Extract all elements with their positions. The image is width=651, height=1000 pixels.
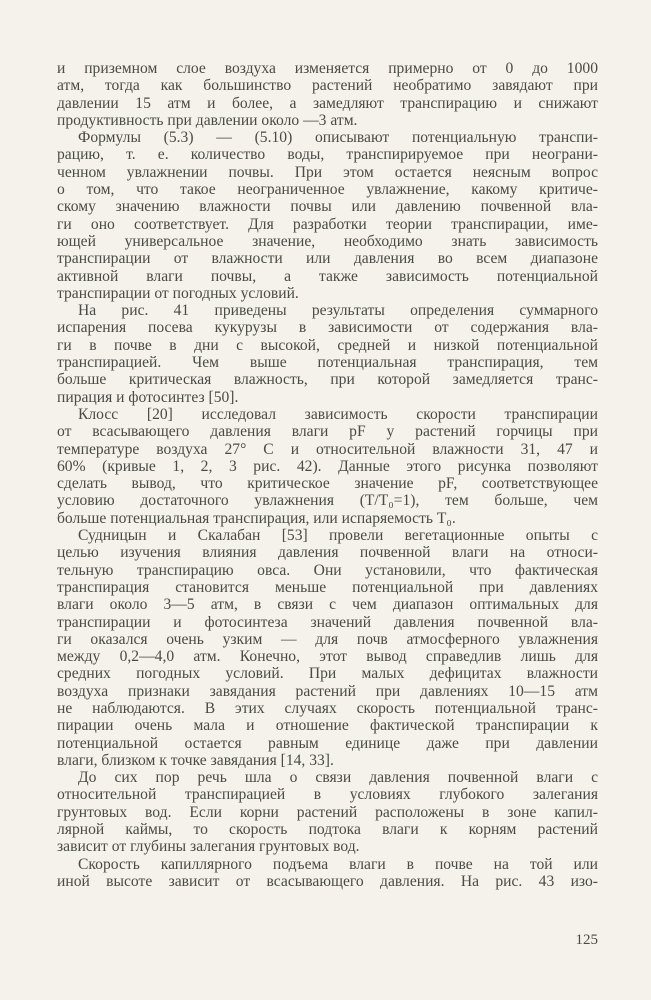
text-line: влаги, близком к точке завядания [14, 33].: [57, 751, 334, 769]
text-line: Клосс [20] исследовал зависимость скорости транспирации: [78, 405, 598, 423]
text-line: грунтовых вод. Если корни растений расположены в зоне капил-: [57, 803, 598, 821]
text-line: ги оно соответствует. Для разработки теории транспирации, име-: [57, 215, 598, 233]
paragraph: [57, 527, 598, 769]
text-line: транспирацией. Чем выше потенциальная транспирация, тем: [57, 354, 598, 372]
text-line: воздуха признаки завядания растений при давлениях 10—15 атм: [57, 682, 598, 700]
text-line: лярной каймы, то скорость подтока влаги к корням растений: [57, 821, 598, 839]
text-line: не наблюдаются. В этих случаях скорость потенциальной транс-: [57, 699, 598, 717]
text-line: продуктивность при давлении около —3 атм.: [57, 111, 358, 129]
text-line: тельную транспирацию овса. Они установили, что фактическая: [57, 561, 598, 579]
text-line: между 0,2—4,0 атм. Конечно, этот вывод справедлив лишь для: [57, 648, 598, 666]
text-line: скому значению влажности почвы или давлению почвенной вла-: [57, 198, 598, 216]
text-line: транспирации от влажности или давления во всем диапазоне: [57, 250, 598, 268]
text-line: от всасывающего давления влаги pF у растений горчицы при: [57, 423, 598, 441]
paragraph: [57, 406, 598, 527]
paragraph: [57, 302, 598, 406]
text-line: Формулы (5.3) — (5.10) описывают потенциальную транспи-: [78, 129, 598, 147]
text-line: транспирации от погодных условий.: [57, 284, 299, 302]
text-line: иной высоте зависит от всасывающего давления. На рис. 43 изо-: [57, 872, 598, 890]
text-line: и приземном слое воздуха изменяется примерно от 0 до 1000: [57, 60, 598, 77]
text-line: транспирация становится меньше потенциальной при давлениях: [57, 578, 598, 596]
text-line: Скорость капиллярного подъема влаги в почве на той или: [78, 855, 598, 873]
text-line: потенциальной остается равным единице даже при давлении: [57, 734, 598, 752]
text-line: о том, что такое неограниченное увлажнение, какому критиче-: [57, 181, 598, 199]
text-line: сделать вывод, что критическое значение pF, соответствующее: [57, 475, 598, 493]
text-line: пирации очень мала и отношение фактической транспирации к: [57, 717, 598, 735]
text-line: относительной транспирацией в условиях глубокого залегания: [57, 786, 598, 804]
text-line: 60% (кривые 1, 2, 3 рис. 42). Данные этого рисунка позволяют: [57, 457, 598, 475]
text-line: целью изучения влияния давления почвенной влаги на относи-: [57, 544, 598, 562]
text-line: давлении 15 атм и более, а замедляют транспирацию и снижают: [57, 94, 598, 112]
text-line: температуре воздуха 27° С и относительной влажности 31, 47 и: [57, 440, 598, 458]
text-line: ги в почве в дни с высокой, средней и низкой потенциальной: [57, 336, 598, 354]
page-number: 125: [575, 932, 598, 948]
text-line: ченном увлажнении почвы. При этом остается неясным вопрос: [57, 163, 598, 181]
text-line: Судницын и Скалабан [53] провели вегетационные опыты с: [78, 527, 598, 545]
text-line: транспирации и фотосинтеза значений давления почвенной вла-: [57, 613, 598, 631]
text-line: зависит от глубины залегания грунтовых вод.: [57, 838, 360, 856]
text-line: ющей универсальное значение, необходимо знать зависимость: [57, 232, 598, 250]
text-line: средних погодных условий. При малых дефицитах влажности: [57, 665, 598, 683]
text-line: атм, тогда как большинство растений необратимо завядают при: [57, 77, 598, 95]
text-line: До сих пор речь шла о связи давления почвенной влаги с: [78, 769, 598, 787]
text-line: рацию, т. е. количество воды, транспирируемое при неограни-: [57, 146, 598, 164]
text-line: На рис. 41 приведены результаты определения суммарного: [78, 302, 598, 320]
text-line: испарения посева кукурузы в зависимости от содержания вла-: [57, 319, 598, 337]
paragraph: [57, 60, 598, 129]
text-line: ги оказался очень узким — для почв атмосферного увлажнения: [57, 630, 598, 648]
text-line: активной влаги почвы, а также зависимость потенциальной: [57, 267, 598, 285]
text-line: условию достаточного увлажнения (T/T₀=1), тем больше, чем: [57, 492, 598, 510]
text-line: больше критическая влажность, при которой замедляется транс-: [57, 371, 598, 389]
paragraph: [57, 129, 598, 302]
text-line: пирация и фотосинтез [50].: [57, 388, 239, 406]
text-line: влаги около 3—5 атм, в связи с чем диапазон оптимальных для: [57, 596, 598, 614]
paragraph: [57, 769, 598, 855]
page-text: [57, 60, 598, 890]
paragraph: [57, 856, 598, 891]
text-line: больше потенциальная транспирация, или испаряемость T₀.: [57, 509, 456, 527]
